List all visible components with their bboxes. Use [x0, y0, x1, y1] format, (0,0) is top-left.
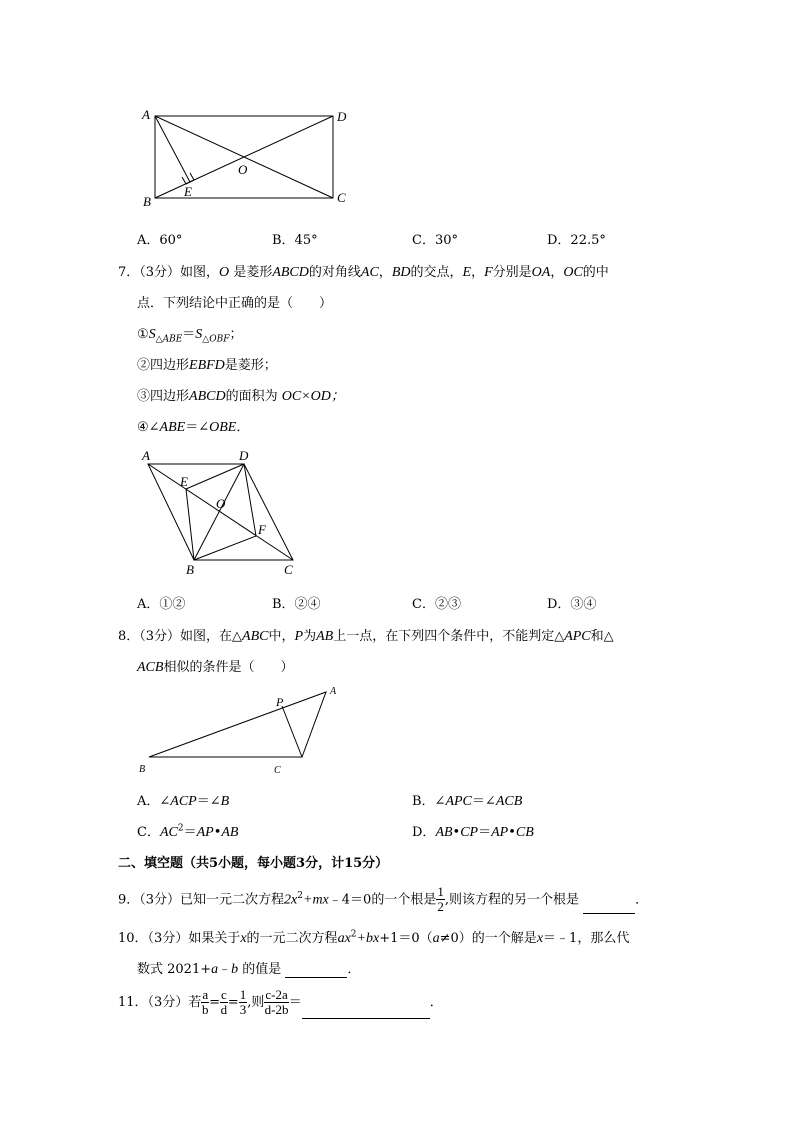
q9-answer-blank[interactable] [583, 899, 635, 914]
q8-label-c: C [274, 765, 281, 776]
q7-label-a: A [142, 448, 150, 463]
q6-label-b: B [143, 194, 151, 209]
q8-label-p: P [276, 695, 284, 709]
q11-question: 11．（3分）若 $\frac{a}{b}$ = $\frac{c}{d}$ = $\frac{1}{3}$ ,则 $\frac{c-2a}{d-2b}$ ＝ ． [118, 987, 443, 1017]
q8-triangle-abc [149, 692, 326, 757]
q8-triangle-figure [136, 684, 346, 776]
q6-label-d: D [337, 109, 347, 124]
q8-label-a: A [330, 686, 337, 697]
q6-option-c: C．30° [412, 233, 458, 248]
q6-perpendicular-ae [155, 116, 190, 182]
q11-fraction-a-b: $\frac{a}{b}$ [201, 987, 209, 1017]
q8-label-b: B [139, 764, 146, 775]
q11-fraction-c-d: $\frac{c}{d}$ [220, 987, 228, 1017]
q7-label-b: B [186, 562, 194, 577]
section-heading-fill-in: 二、填空题（共5小题，每小题3分，计15分） [118, 856, 389, 871]
q6-label-c: C [337, 190, 346, 205]
q6-label-a: A [142, 107, 150, 122]
q8-option-b: B．∠APC＝∠ACB [412, 794, 523, 809]
q8-question-line2: ACB相似的条件是（ ） [137, 660, 294, 675]
q7-statement-2: ②四边形EBFD是菱形； [137, 358, 277, 373]
q11-fraction-one-third: $\frac{1}{3}$ [239, 987, 247, 1017]
q7-diagonal-bd [194, 464, 244, 560]
q7-diagonal-ac [148, 464, 293, 560]
q6-option-b: B．45° [272, 233, 318, 248]
q7-statement-1: $①S_{\triangle ABE}=S_{\triangle OBF}$； [137, 327, 243, 345]
q8-option-d: D．AB•CP＝AP•CB [412, 825, 534, 840]
q8-segment-pc [282, 706, 302, 757]
q7-option-d: D．③④ [547, 597, 597, 612]
q7-option-b: B．②④ [272, 597, 321, 612]
q7-option-c: C．②③ [412, 597, 461, 612]
q7-label-f: F [258, 522, 266, 537]
q7-label-c: C [284, 562, 293, 577]
q7-option-a: A．①② [137, 597, 186, 612]
q8-option-c: C．$AC^2=AP•AB$ [137, 823, 239, 840]
q6-label-o: O [238, 162, 248, 177]
q6-label-e: E [184, 184, 192, 199]
q7-label-o: O [216, 496, 226, 511]
q10-answer-blank[interactable] [285, 963, 347, 978]
q7-label-d: D [239, 448, 249, 463]
q7-rhombus-figure [136, 446, 306, 578]
q7-question-line1: 7．（3分）如图，O 是菱形ABCD的对角线AC，BD的交点，E，F分别是OA，OC的中 [118, 265, 609, 280]
q11-answer-blank[interactable] [302, 1004, 430, 1019]
q6-option-a: A．60° [137, 233, 183, 248]
q10-question-line2: 数式 2021+a﹣b 的值是 ． [137, 962, 361, 977]
q7-question-line2: 点．下列结论中正确的是（ ） [137, 296, 333, 311]
q8-option-a: A．∠ACP＝∠B [137, 794, 230, 809]
q7-statement-4: ④∠ABE＝∠OBE． [137, 420, 250, 435]
q7-statement-3: ③四边形ABCD的面积为 OC×OD； [137, 389, 345, 404]
q11-fraction-target: $\frac{c-2a}{d-2b}$ [264, 987, 289, 1017]
q9-question: 9．（3分）已知一元二次方程$2x^2+mx﹣4=0$的一个根是 $\frac{1}{2}$ ,则该方程的另一个根是 ． [118, 884, 649, 915]
q6-option-d: D．22.5° [547, 233, 606, 248]
q10-question-line1: 10．（3分）如果关于x的一元二次方程$ax^2+bx+1=0(a\ne 0)$的一个解是x＝﹣1，那么代 [118, 929, 630, 946]
q7-label-e: E [180, 474, 188, 489]
q6-rectangle-figure [138, 105, 358, 210]
q9-fraction: $\frac{1}{2}$ [437, 884, 444, 915]
q8-question-line1: 8．（3分）如图，在△ABC中，P为AB上一点，在下列四个条件中，不能判定△APC和△ [118, 629, 614, 644]
